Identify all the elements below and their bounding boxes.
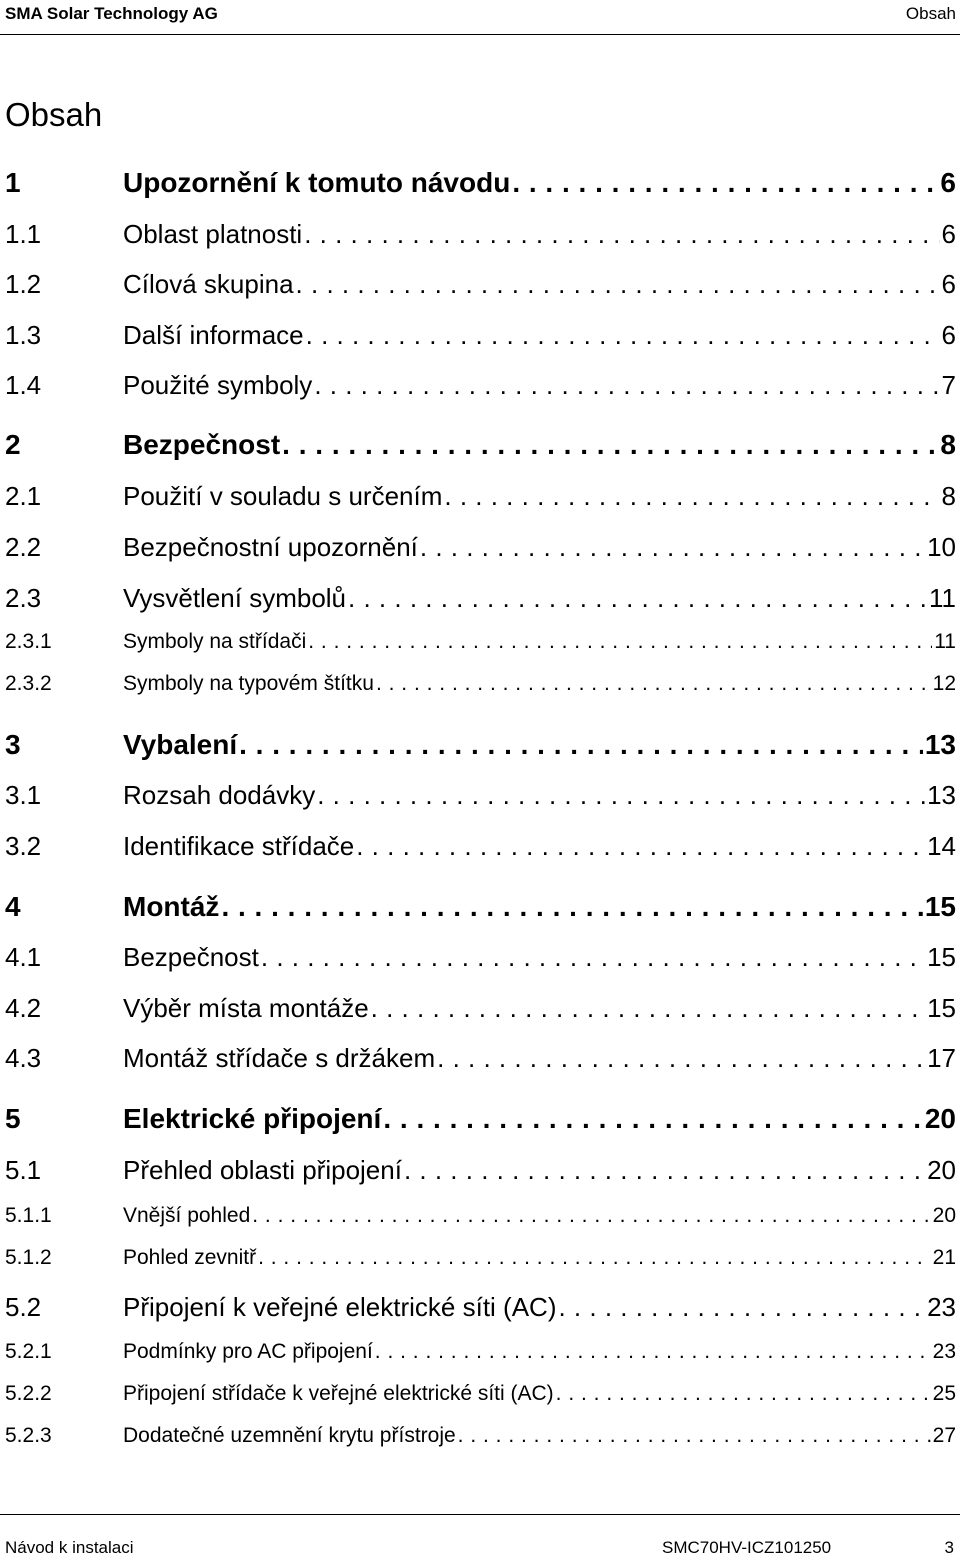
toc-entry-page: 8 — [941, 481, 956, 511]
toc-dot-leader — [437, 1043, 925, 1074]
toc-entry-number: 2.3 — [5, 583, 42, 613]
toc-dot-leader — [556, 1382, 931, 1406]
toc-dot-leader — [404, 1155, 925, 1186]
page-footer — [0, 1514, 960, 1559]
toc-entry-number: 2.3.2 — [5, 672, 52, 695]
footer-doc-type: Návod k instalaci — [5, 1538, 134, 1557]
toc-entry-title: Elektrické připojení — [123, 1103, 382, 1134]
company-name: SMA Solar Technology AG — [5, 4, 218, 23]
toc-entry-title: Bezpečnost — [123, 429, 281, 460]
toc-entry-title: Vnější pohled — [123, 1204, 251, 1227]
toc-entry-number: 3 — [5, 729, 21, 760]
toc-entry-title: Identifikace střídače — [123, 831, 355, 861]
toc-entry-title: Symboly na typovém štítku — [123, 672, 374, 695]
toc-dot-leader — [420, 532, 925, 563]
toc-entry-page: 11 — [929, 583, 956, 613]
toc-entry-number: 2.3.1 — [5, 630, 52, 653]
toc-dot-leader — [558, 1292, 925, 1323]
toc-entry-title: Použití v souladu s určením — [123, 481, 443, 511]
toc-entry-number: 2.1 — [5, 481, 42, 511]
toc-dot-leader — [383, 1103, 923, 1135]
toc-dot-leader — [306, 320, 940, 351]
toc-entry-number: 1.2 — [5, 269, 42, 299]
toc-dot-leader — [261, 942, 925, 973]
toc-entry-number: 4 — [5, 891, 21, 922]
toc-entry-page: 21 — [932, 1246, 956, 1269]
toc-entry-number: 5.2.1 — [5, 1340, 52, 1363]
toc-entry-title: Bezpečnostní upozornění — [123, 532, 418, 562]
toc-entry-number: 2.2 — [5, 532, 42, 562]
toc-entry-title: Připojení střídače k veřejné elektrické síti (AC) — [123, 1382, 554, 1405]
toc-entry-title: Bezpečnost — [123, 942, 259, 972]
toc-entry-title: Cílová skupina — [123, 269, 294, 299]
toc-entry-page: 14 — [927, 831, 956, 861]
toc-entry-page: 23 — [932, 1340, 956, 1363]
toc-entry-number: 5.1 — [5, 1155, 42, 1185]
toc-entry-page: 25 — [932, 1382, 956, 1405]
toc-entry-number: 5.1.2 — [5, 1246, 52, 1269]
toc-entry-title: Pohled zevnitř — [123, 1246, 257, 1269]
toc-entry-title: Podmínky pro AC připojení — [123, 1340, 373, 1363]
toc-dot-leader — [348, 583, 927, 614]
toc-entry-page: 20 — [927, 1155, 956, 1185]
toc-entry-page: 27 — [932, 1424, 956, 1447]
toc-entry-title: Oblast platnosti — [123, 219, 303, 249]
toc-dot-leader — [512, 167, 938, 199]
toc-dot-leader — [282, 429, 938, 461]
toc-entry-title: Další informace — [123, 320, 304, 350]
toc-entry-page: 23 — [927, 1292, 956, 1322]
toc-entry-number: 2 — [5, 429, 21, 460]
toc-entry-number: 4.2 — [5, 993, 42, 1023]
toc-dot-leader — [444, 481, 939, 512]
toc-entry-number: 3.1 — [5, 780, 42, 810]
toc-entry-title: Výběr místa montáže — [123, 993, 369, 1023]
page-header — [0, 0, 960, 36]
toc-entry-page: 15 — [927, 942, 956, 972]
toc-entry-number: 1.3 — [5, 320, 42, 350]
toc-entry-title: Dodatečné uzemnění krytu přístroje — [123, 1424, 456, 1447]
toc-entry-page: 13 — [924, 729, 956, 760]
toc-entry-number: 1.1 — [5, 219, 42, 249]
toc-entry-page: 6 — [941, 320, 956, 350]
footer-doc-code: SMC70HV-ICZ101250 — [662, 1538, 832, 1557]
toc-entry-number: 3.2 — [5, 831, 42, 861]
toc-entry-title: Připojení k veřejné elektrické síti (AC) — [123, 1292, 557, 1322]
toc-entry-page: 20 — [932, 1204, 956, 1227]
toc-entry-number: 5.2.2 — [5, 1382, 52, 1405]
toc-dot-leader — [371, 993, 925, 1024]
toc-dot-leader — [296, 269, 940, 300]
toc-entry-title: Montáž střídače s držákem — [123, 1043, 436, 1073]
toc-entry-page: 15 — [924, 891, 956, 922]
toc-entry-number: 1 — [5, 167, 21, 198]
toc-entry-number: 5.2.3 — [5, 1424, 52, 1447]
toc-dot-leader — [252, 1204, 930, 1228]
toc-entry-page: 20 — [924, 1103, 956, 1134]
toc-entry-page: 10 — [927, 532, 956, 562]
toc-entry-page: 12 — [932, 672, 956, 695]
toc-entry-page: 6 — [941, 269, 956, 299]
toc-entry-number: 1.4 — [5, 370, 42, 400]
footer-page-number: 3 — [944, 1538, 954, 1557]
toc-entry-page: 6 — [940, 167, 956, 198]
toc-dot-leader — [375, 1340, 931, 1364]
toc-entry-page: 17 — [927, 1043, 956, 1073]
toc-entry-number: 5.1.1 — [5, 1204, 52, 1227]
toc-dot-leader — [308, 630, 932, 654]
toc-entry-title: Použité symboly — [123, 370, 313, 400]
toc-dot-leader — [221, 891, 922, 923]
toc-dot-leader — [458, 1424, 931, 1448]
toc-entry-title: Symboly na střídači — [123, 630, 307, 653]
toc-dot-leader — [314, 370, 939, 401]
toc-dot-leader — [304, 219, 939, 250]
toc-entry-title: Vybalení — [123, 729, 238, 760]
toc-entry-title: Upozornění k tomuto návodu — [123, 167, 511, 198]
toc-entry-page: 8 — [940, 429, 956, 460]
page-title: Obsah — [5, 96, 103, 133]
toc-entry-number: 5.2 — [5, 1292, 42, 1322]
toc-entry-title: Montáž — [123, 891, 220, 922]
toc-entry-page: 13 — [927, 780, 956, 810]
toc-dot-leader — [356, 831, 925, 862]
toc-entry-number: 4.1 — [5, 942, 42, 972]
toc-entry-title: Přehled oblasti připojení — [123, 1155, 402, 1185]
toc-entry-page: 7 — [941, 370, 956, 400]
toc-entry-page: 15 — [927, 993, 956, 1023]
toc-dot-leader — [239, 729, 923, 761]
toc-dot-leader — [317, 780, 925, 811]
toc-entry-title: Rozsah dodávky — [123, 780, 316, 810]
header-rule — [0, 34, 960, 35]
toc-entry-title: Vysvětlení symbolů — [123, 583, 347, 613]
toc-entry-page: 11 — [934, 630, 956, 653]
toc-dot-leader — [258, 1246, 931, 1270]
footer-rule — [0, 1514, 960, 1515]
toc-entry-number: 5 — [5, 1103, 21, 1134]
toc-entry-page: 6 — [941, 219, 956, 249]
toc-entry-number: 4.3 — [5, 1043, 42, 1073]
header-section-name: Obsah — [905, 4, 956, 23]
toc-dot-leader — [376, 672, 931, 696]
